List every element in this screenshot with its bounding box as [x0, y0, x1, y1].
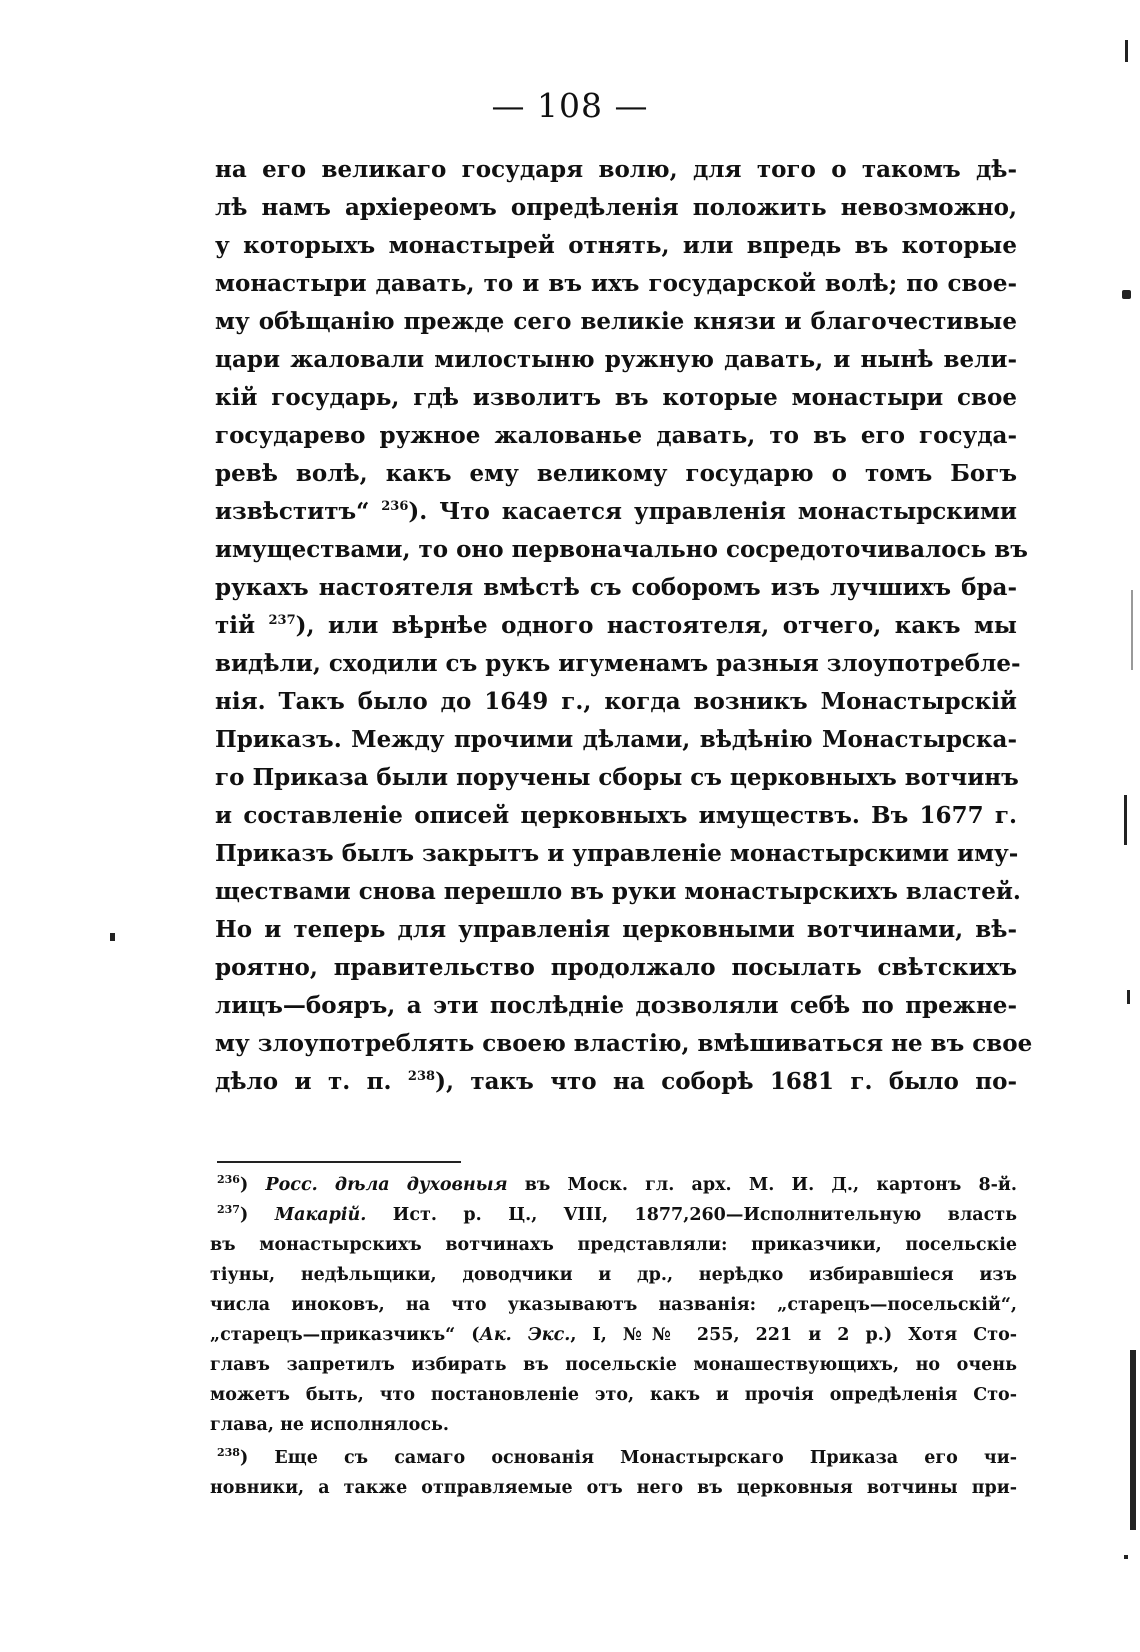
footnote-line: можетъ быть, что постановленіе это, какъ и прочія опредѣленія Сто- [210, 1385, 1017, 1405]
text-line: и составленіе описей церковныхъ имуществъ. Въ 1677 г. [215, 802, 1017, 829]
footnote-line: въ монастырскихъ вотчинахъ представляли: приказчики, посельскіе [210, 1235, 1017, 1255]
footnote-238: $^{238}$) Еще съ самаго основанія Монастырскаго Приказа его чи- [217, 1446, 1017, 1468]
text-line: тій $^{237}$), или вѣрнѣе одного настоятеля, отчего, какъ мы [215, 612, 1017, 639]
scan-mark [1124, 1555, 1128, 1559]
page-number: — 108 — [491, 86, 649, 125]
footnote-236: $^{236}$) Росс. дѣла духовныя въ Моск. гл. арх. М. И. Д., картонъ 8-й. [217, 1173, 1018, 1195]
text-line: кій государь, гдѣ изволитъ въ которые монастыри свое [215, 384, 1017, 411]
text-line: видѣли, сходили съ рукъ игуменамъ разныя злоупотребле- [215, 650, 1021, 677]
text-line: имуществами, то оно первоначально сосредоточивалось въ [215, 536, 1028, 563]
footnote-line: „старецъ—приказчикъ“ (Ак. Экс., I, №№ 255, 221 и 2 р.) Хотя Сто- [210, 1325, 1018, 1345]
text-line: роятно, правительство продолжало посылать свѣтскихъ [215, 954, 1017, 981]
footnote-line: глава, не исполнялось. [210, 1415, 449, 1435]
footnote-ref-237: 237 [268, 613, 296, 628]
text-line: рукахъ настоятеля вмѣстѣ съ соборомъ изъ лучшихъ бра- [215, 574, 1017, 601]
footnote-ref-238: 238 [407, 1069, 436, 1084]
text-line: Приказъ былъ закрытъ и управленіе монастырскими иму- [215, 840, 1019, 867]
footnote-line: числа иноковъ, на что указываютъ названія: „старецъ—посельскій“, [210, 1295, 1017, 1315]
footnote-line: главъ запретилъ избирать въ посельскіе монашествующихъ, но очень [210, 1355, 1017, 1375]
text-line: го Приказа были поручены сборы съ церковныхъ вотчинъ [215, 764, 1019, 791]
footnote-line: новники, а также отправляемые отъ него въ церковныя вотчины при- [210, 1478, 1017, 1498]
text-line: монастыри давать, то и въ ихъ государской волѣ; по свое- [215, 270, 1017, 297]
text-line: Приказъ. Между прочими дѣлами, вѣдѣнію Монастырска- [215, 726, 1017, 753]
text-line: у которыхъ монастырей отнять, или впредь въ которые [215, 232, 1017, 259]
scan-mark [1125, 40, 1128, 62]
text-line: ревѣ волѣ, какъ ему великому государю о томъ Богъ [215, 460, 1017, 487]
text-line: лѣ намъ архіереомъ опредѣленія положить невозможно, [215, 194, 1017, 221]
text-line: дѣло и т. п. $^{238}$), такъ что на соборѣ 1681 г. было по- [215, 1068, 1017, 1095]
text-line: цари жаловали милостыню ружную давать, и нынѣ вели- [215, 346, 1017, 373]
footnote-line: тіуны, недѣльщики, доводчики и др., нерѣдко избиравшіеся изъ [210, 1265, 1017, 1285]
scan-mark [1127, 990, 1130, 1004]
text-line: Но и теперь для управленія церковными вотчинами, вѣ- [215, 916, 1017, 943]
scan-mark [1130, 1350, 1136, 1530]
scan-mark [1122, 290, 1131, 299]
footnote-ref-236: 236 [381, 499, 409, 514]
text-line: му обѣщанію прежде сего великіе князи и благочестивые [215, 308, 1017, 335]
text-line: на его великаго государя волю, для того о такомъ дѣ- [215, 156, 1017, 183]
footnote-237: $^{237}$) Макарій. Ист. р. Ц., VIII, 1877,260—Исполнительную власть [217, 1203, 1017, 1225]
text-line: му злоупотреблять своею властію, вмѣшиваться не въ свое [215, 1030, 1033, 1057]
text-line: государево ружное жалованье давать, то въ его госуда- [215, 422, 1017, 449]
text-line: ществами снова перешло въ руки монастырскихъ властей. [215, 878, 1021, 905]
text-line: нія. Такъ было до 1649 г., когда возникъ Монастырскій [215, 688, 1017, 715]
footnote-divider [217, 1161, 461, 1163]
scan-mark [1131, 590, 1133, 670]
text-line: извѣститъ“ $^{236}$). Что касается управленія монастырскими [215, 498, 1017, 525]
scan-mark [110, 933, 115, 941]
text-line: лицъ—бояръ, а эти послѣдніе дозволяли себѣ по прежне- [215, 992, 1017, 1019]
scan-mark [1124, 795, 1127, 845]
